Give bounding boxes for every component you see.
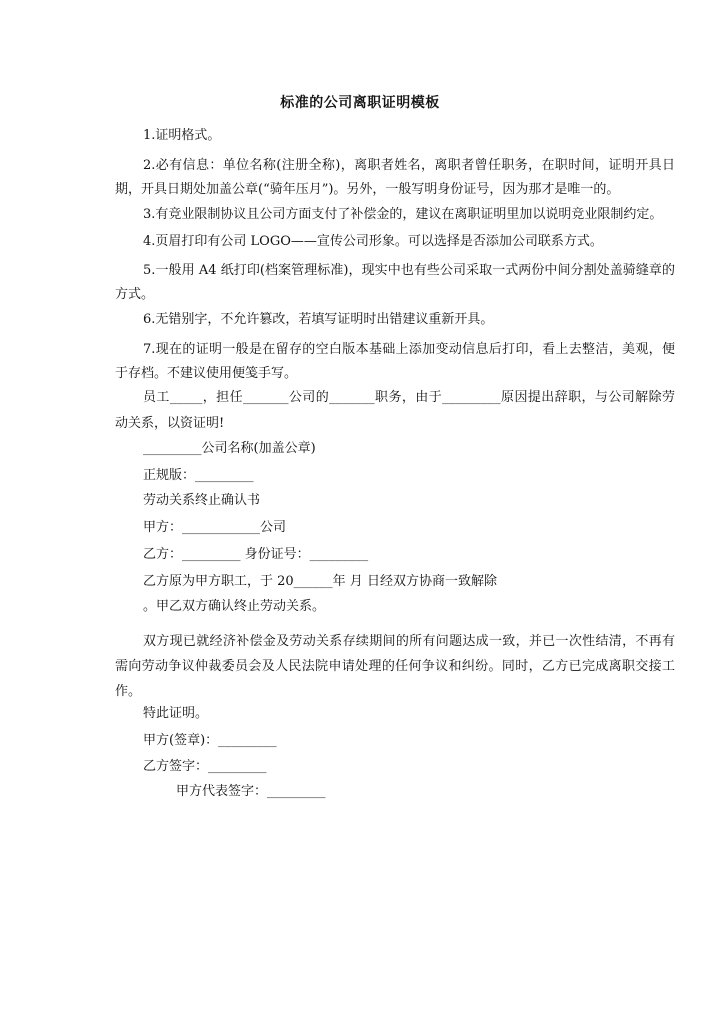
item-7: 7.现在的证明一般是在留存的空白版本基础上添加变动信息后打印，看上去整洁，美观，便于存档。不建议使用便笺手写。 [115, 342, 675, 381]
party-a-rep-sign-line: 甲方代表签字：_________ [176, 784, 326, 799]
hereby-line: 特此证明。 [143, 706, 209, 721]
item-1: 1.证明格式。 [143, 128, 221, 143]
party-a-line: 甲方：____________公司 [143, 520, 287, 535]
item-5: 5.一般用 A4 纸打印(档案管理标准)，现实中也有些公司采取一式两份中间分割处盖骑缝章的方式。 [115, 263, 675, 302]
employee-statement: 员工_____，担任_______公司的_______职务，由于_________原因提出辞职，与公司解除劳动关系，以资证明! [115, 390, 675, 431]
company-seal-line: _________公司名称(加盖公章) [143, 441, 316, 456]
party-a-sign-line: 甲方(签章)：_________ [143, 733, 277, 748]
agreement-line-2: 。甲乙双方确认终止劳动关系。 [143, 599, 326, 614]
item-4: 4.页眉打印有公司 LOGO——宣传公司形象。可以选择是否添加公司联系方式。 [143, 234, 603, 249]
party-b-line: 乙方：_________ 身份证号：_________ [143, 547, 369, 562]
settlement-paragraph: 双方现已就经济补偿金及劳动关系存续期间的所有问题达成一致，并已一次性结清，不再有需向劳动争议仲裁委员会及人民法院申请处理的任何争议和纠纷。同时，乙方已完成离职交接工作。 [115, 634, 675, 699]
item-3: 3.有竞业限制协议且公司方面支付了补偿金的，建议在离职证明里加以说明竞业限制约定。 [143, 207, 663, 222]
agreement-line: 乙方原为甲方职工，于 20______年 月 日经双方协商一致解除 [143, 574, 497, 589]
party-b-sign-line: 乙方签字：_________ [143, 759, 267, 774]
formal-version-line: 正规版：_________ [143, 468, 254, 483]
confirmation-title: 劳动关系终止确认书 [143, 493, 261, 508]
item-2: 2.必有信息：单位名称(注册全称)，离职者姓名，离职者曾任职务，在职时间，证明开具日期，开具日期处加盖公章(“骑年压月”)。另外，一般写明身份证号，因为那才是唯一的。 [115, 158, 675, 197]
page-title: 标准的公司离职证明模板 [280, 95, 440, 111]
item-6: 6.无错别字，不允许篡改，若填写证明时出错建议重新开具。 [143, 312, 494, 327]
